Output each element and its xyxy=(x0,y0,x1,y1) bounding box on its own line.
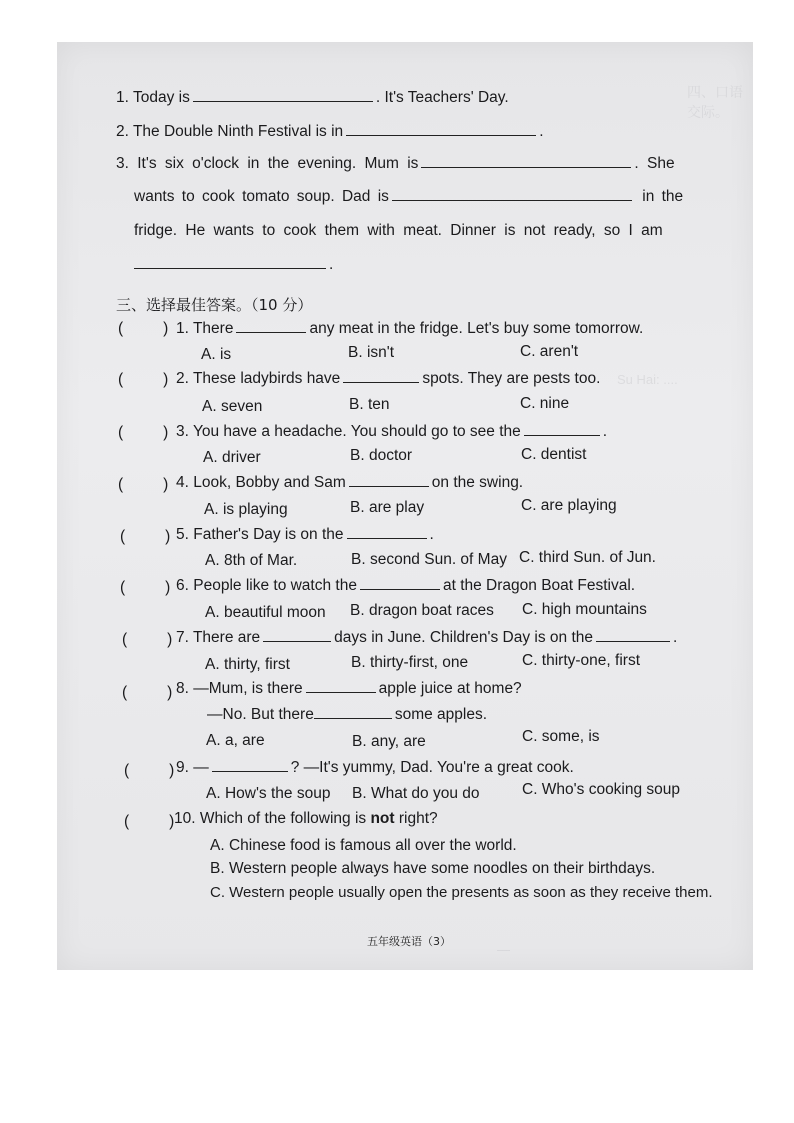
bleed-through-text: Su Hai: .... xyxy=(617,372,678,387)
option-a[interactable]: A. thirty, first xyxy=(205,656,290,673)
option-a[interactable]: A. How's the soup xyxy=(206,785,331,802)
answer-blank[interactable] xyxy=(134,267,326,269)
option-c[interactable]: C. are playing xyxy=(521,497,617,514)
answer-paren[interactable]: ( ) xyxy=(118,320,169,337)
option-b[interactable]: B. thirty-first, one xyxy=(351,654,469,671)
option-c[interactable]: C. thirty-one, first xyxy=(522,652,640,669)
fill-q3-line1: 3. It's six o'clock in the evening. Mum is . She xyxy=(116,155,675,172)
fill-q2: 2. The Double Ninth Festival is in . xyxy=(116,123,544,140)
answer-blank[interactable] xyxy=(349,485,429,487)
section-title: 三、选择最佳答案。（10 分） xyxy=(116,296,313,314)
answer-blank[interactable] xyxy=(193,100,373,102)
option-a[interactable]: A. is xyxy=(201,346,232,363)
option-c[interactable]: C. Western people usually open the presents as soon as they receive them. xyxy=(210,884,713,901)
option-c[interactable]: C. Who's cooking soup xyxy=(522,781,681,798)
answer-paren[interactable]: ( ) xyxy=(118,371,169,388)
bleed-through-text: 四、口语交际。 xyxy=(687,84,743,120)
answer-paren[interactable]: ( ) xyxy=(122,631,173,648)
question-2: 2. These ladybirds have spots. They are pests too. xyxy=(176,370,601,387)
page-footer: 五年级英语（3） xyxy=(367,935,451,948)
answer-paren[interactable]: ( ) xyxy=(124,813,175,830)
fill-q1: 1. Today is . It's Teachers' Day. xyxy=(116,89,509,106)
answer-paren[interactable]: ( ) xyxy=(122,684,173,701)
question-8: 8. —Mum, is there apple juice at home? xyxy=(176,680,522,697)
question-1: 1. There any meat in the fridge. Let's buy some tomorrow. xyxy=(176,320,644,337)
option-b[interactable]: B. second Sun. of May xyxy=(351,551,507,568)
question-7: 7. There are days in June. Children's Day is on the . xyxy=(176,629,678,646)
answer-blank[interactable] xyxy=(596,640,670,642)
answer-blank[interactable] xyxy=(346,134,536,136)
question-9: 9. — ? —It's yummy, Dad. You're a great cook. xyxy=(176,759,574,776)
answer-paren[interactable]: ( ) xyxy=(120,579,171,596)
answer-blank[interactable] xyxy=(306,691,376,693)
question-6: 6. People like to watch the at the Dragon Boat Festival. xyxy=(176,577,636,594)
fill-q3-line2: wants to cook tomato soup. Dad is in the xyxy=(134,188,684,205)
answer-blank[interactable] xyxy=(314,717,392,719)
bleed-through-text: — xyxy=(497,942,510,957)
question-3: 3. You have a headache. You should go to see the . xyxy=(176,423,608,440)
option-b[interactable]: B. are play xyxy=(350,499,425,516)
answer-paren[interactable]: ( ) xyxy=(120,528,171,545)
option-a[interactable]: A. 8th of Mar. xyxy=(205,552,298,569)
answer-paren[interactable]: ( ) xyxy=(124,762,175,779)
answer-blank[interactable] xyxy=(343,381,419,383)
option-b[interactable]: B. dragon boat races xyxy=(350,602,494,619)
answer-paren[interactable]: ( ) xyxy=(118,424,169,441)
option-a[interactable]: A. is playing xyxy=(204,501,288,518)
option-c[interactable]: C. some, is xyxy=(522,728,600,745)
answer-blank[interactable] xyxy=(236,331,306,333)
answer-blank[interactable] xyxy=(421,166,631,168)
option-c[interactable]: C. nine xyxy=(520,395,570,412)
option-a[interactable]: A. Chinese food is famous all over the world. xyxy=(210,837,517,854)
option-a[interactable]: A. driver xyxy=(203,449,261,466)
answer-blank[interactable] xyxy=(347,537,427,539)
answer-blank[interactable] xyxy=(360,588,440,590)
option-b[interactable]: B. Western people always have some noodles on their birthdays. xyxy=(210,860,656,877)
fill-q3-line4: . xyxy=(134,256,333,274)
answer-blank[interactable] xyxy=(524,434,600,436)
option-c[interactable]: C. high mountains xyxy=(522,601,647,618)
option-a[interactable]: A. seven xyxy=(202,398,263,415)
question-10: 10. Which of the following is not right? xyxy=(174,810,438,827)
option-b[interactable]: B. doctor xyxy=(350,447,413,464)
question-4: 4. Look, Bobby and Sam on the swing. xyxy=(176,474,524,491)
option-b[interactable]: B. ten xyxy=(349,396,390,413)
answer-blank[interactable] xyxy=(263,640,331,642)
question-5: 5. Father's Day is on the . xyxy=(176,526,434,543)
option-b[interactable]: B. What do you do xyxy=(352,785,480,802)
option-a[interactable]: A. a, are xyxy=(206,732,265,749)
fill-q3-line3: fridge. He wants to cook them with meat. Dinner is not ready, so I am xyxy=(134,222,663,239)
option-b[interactable]: B. isn't xyxy=(348,344,395,361)
option-c[interactable]: C. dentist xyxy=(521,446,587,463)
option-c[interactable]: C. aren't xyxy=(520,343,579,360)
answer-blank[interactable] xyxy=(392,199,632,201)
option-a[interactable]: A. beautiful moon xyxy=(205,604,326,621)
answer-blank[interactable] xyxy=(212,770,288,772)
answer-paren[interactable]: ( ) xyxy=(118,476,169,493)
option-b[interactable]: B. any, are xyxy=(352,733,426,750)
option-c[interactable]: C. third Sun. of Jun. xyxy=(519,549,656,566)
question-8-line2: —No. But there some apples. xyxy=(207,706,488,723)
